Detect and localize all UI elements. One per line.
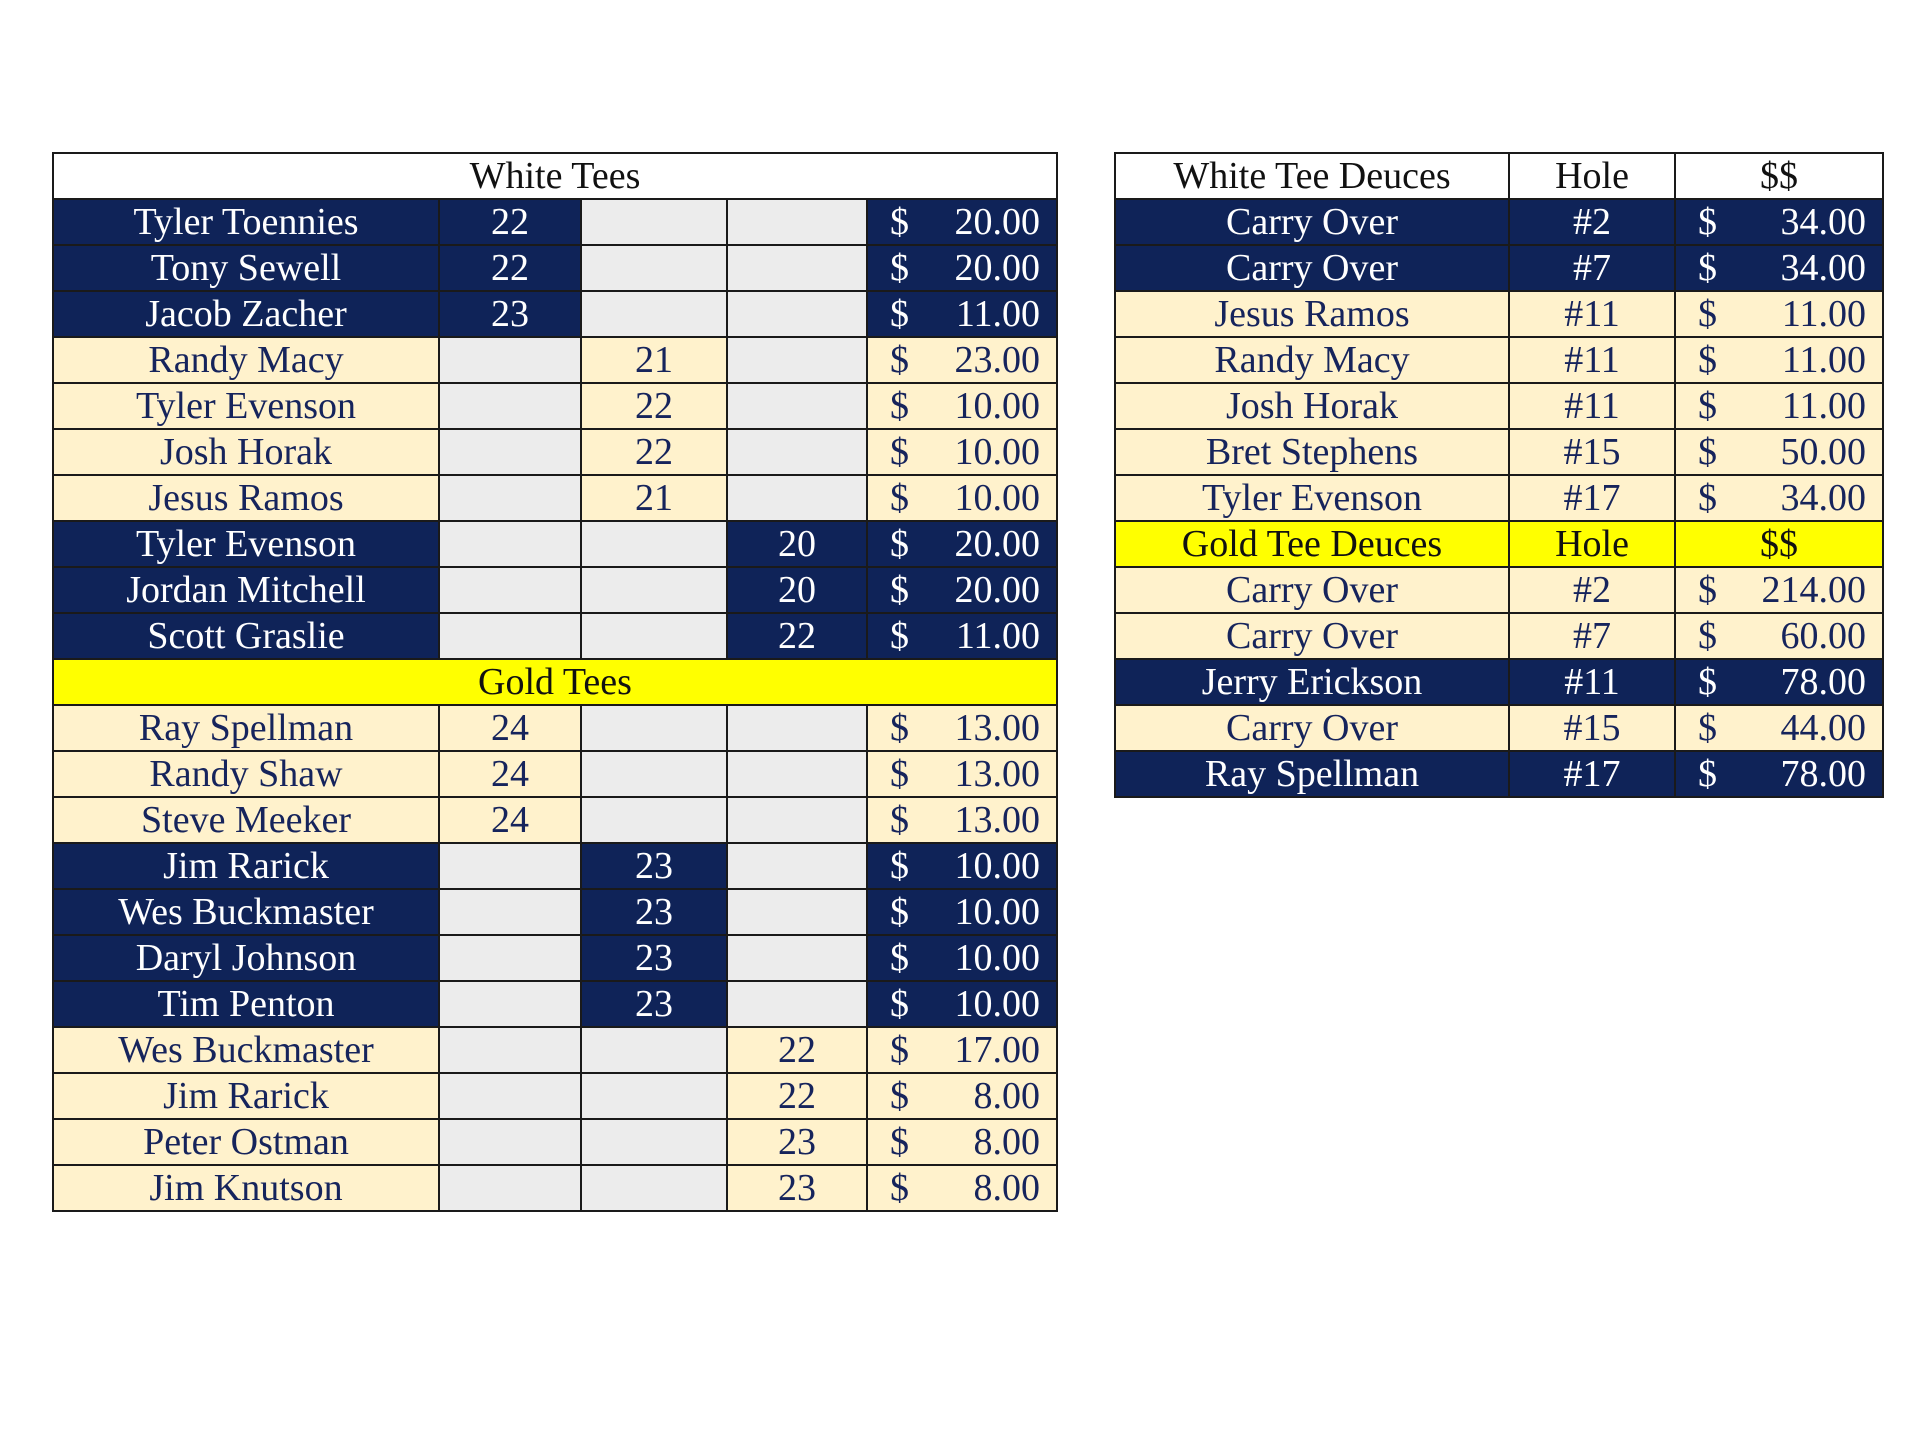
winner-name: Jerry Erickson: [1115, 659, 1509, 705]
amount-value: 10.00: [954, 477, 1041, 519]
score-cell: [439, 429, 581, 475]
score-cell: [727, 383, 867, 429]
score-cell: [581, 797, 727, 843]
white-tees-header: [53, 153, 1057, 199]
table-row: [53, 291, 1057, 337]
section-title: Gold Tees: [53, 659, 1057, 705]
dollar-sign: $: [890, 477, 909, 519]
table-row: [53, 521, 1057, 567]
dollar-sign: $: [1698, 615, 1717, 657]
table-row: [1115, 383, 1883, 429]
player-name: Steve Meeker: [53, 797, 439, 843]
score-cell: [439, 1165, 581, 1211]
amount-value: 17.00: [954, 1029, 1041, 1071]
score-cell: [581, 199, 727, 245]
hole-number: #11: [1509, 291, 1675, 337]
table-row: [1115, 245, 1883, 291]
score-cell: 23: [439, 291, 581, 337]
winner-name: Ray Spellman: [1115, 751, 1509, 797]
score-cell: [727, 245, 867, 291]
score-cell: 22: [581, 429, 727, 475]
amount-cell: [867, 475, 1057, 521]
table-row: [1115, 475, 1883, 521]
amount-cell: [1675, 383, 1883, 429]
amount-cell: [867, 705, 1057, 751]
amount-cell: [867, 337, 1057, 383]
dollar-sign: $: [890, 615, 909, 657]
amount-cell: [867, 429, 1057, 475]
score-cell: [727, 291, 867, 337]
dollar-sign: $: [890, 385, 909, 427]
player-name: Tyler Evenson: [53, 521, 439, 567]
amount-cell: [867, 797, 1057, 843]
hole-number: #2: [1509, 199, 1675, 245]
table-row: [1115, 199, 1883, 245]
amount-value: 50.00: [1780, 431, 1866, 473]
amount-cell: [867, 1119, 1057, 1165]
score-cell: 20: [727, 521, 867, 567]
dollar-sign: $: [890, 1121, 909, 1163]
amount-cell: [1675, 475, 1883, 521]
score-cell: 24: [439, 751, 581, 797]
winner-name: Randy Macy: [1115, 337, 1509, 383]
amount-value: 20.00: [954, 569, 1041, 611]
table-row: [53, 705, 1057, 751]
amount-cell: [867, 843, 1057, 889]
amount-cell: [1675, 705, 1883, 751]
score-cell: 21: [581, 475, 727, 521]
score-cell: [439, 843, 581, 889]
winner-name: Josh Horak: [1115, 383, 1509, 429]
amount-value: 10.00: [954, 431, 1041, 473]
player-name: Jim Rarick: [53, 843, 439, 889]
player-name: Josh Horak: [53, 429, 439, 475]
dollar-sign: $: [890, 1167, 909, 1209]
table-row: [53, 383, 1057, 429]
amount-cell: [867, 521, 1057, 567]
score-cell: [727, 843, 867, 889]
score-cell: 22: [727, 613, 867, 659]
score-cell: 23: [581, 843, 727, 889]
amount-cell: [867, 1027, 1057, 1073]
dollar-sign: $: [1698, 477, 1717, 519]
header-money: $$: [1675, 521, 1883, 567]
dollar-sign: $: [890, 1029, 909, 1071]
table-row: [53, 567, 1057, 613]
score-cell: [727, 751, 867, 797]
white-tee-deuces-header: [1115, 153, 1883, 199]
amount-value: 44.00: [1780, 707, 1866, 749]
table-row: [53, 797, 1057, 843]
score-cell: 22: [727, 1027, 867, 1073]
amount-value: 78.00: [1780, 753, 1866, 795]
table-row: [1115, 705, 1883, 751]
deuces-results-table: [1114, 152, 1884, 798]
score-cell: [439, 1073, 581, 1119]
score-cell: [439, 337, 581, 383]
winner-name: Carry Over: [1115, 613, 1509, 659]
score-cell: [439, 613, 581, 659]
table-row: [1115, 337, 1883, 383]
score-cell: [439, 889, 581, 935]
score-cell: 23: [581, 981, 727, 1027]
amount-value: 34.00: [1780, 247, 1866, 289]
amount-cell: [867, 291, 1057, 337]
amount-value: 10.00: [954, 891, 1041, 933]
winner-name: Carry Over: [1115, 705, 1509, 751]
amount-cell: [1675, 337, 1883, 383]
score-cell: 20: [727, 567, 867, 613]
hole-number: #15: [1509, 429, 1675, 475]
amount-cell: [1675, 613, 1883, 659]
table-row: [53, 1119, 1057, 1165]
score-cell: [727, 337, 867, 383]
score-cell: 23: [581, 889, 727, 935]
player-name: Peter Ostman: [53, 1119, 439, 1165]
player-name: Tyler Evenson: [53, 383, 439, 429]
score-cell: [439, 521, 581, 567]
table-row: [53, 429, 1057, 475]
score-cell: 23: [727, 1119, 867, 1165]
score-cell: [439, 1027, 581, 1073]
section-title: White Tees: [53, 153, 1057, 199]
score-cell: [727, 429, 867, 475]
table-row: [1115, 751, 1883, 797]
winner-name: Bret Stephens: [1115, 429, 1509, 475]
amount-value: 13.00: [954, 707, 1041, 749]
gold-tee-deuces-header: [1115, 521, 1883, 567]
dollar-sign: $: [1698, 339, 1717, 381]
amount-cell: [1675, 245, 1883, 291]
score-cell: 22: [439, 245, 581, 291]
table-row: [1115, 567, 1883, 613]
player-name: Tyler Toennies: [53, 199, 439, 245]
winner-name: Carry Over: [1115, 567, 1509, 613]
amount-value: 60.00: [1780, 615, 1866, 657]
score-cell: [727, 475, 867, 521]
score-cell: [581, 613, 727, 659]
dollar-sign: $: [1698, 661, 1717, 703]
amount-value: 34.00: [1780, 201, 1866, 243]
dollar-sign: $: [890, 339, 909, 381]
amount-cell: [867, 751, 1057, 797]
header-name: White Tee Deuces: [1115, 153, 1509, 199]
score-cell: [727, 981, 867, 1027]
amount-value: 10.00: [954, 385, 1041, 427]
score-cell: [581, 1119, 727, 1165]
score-cell: [581, 521, 727, 567]
dollar-sign: $: [1698, 247, 1717, 289]
dollar-sign: $: [890, 891, 909, 933]
gold-tees-header: [53, 659, 1057, 705]
dollar-sign: $: [1698, 569, 1717, 611]
score-cell: [581, 1165, 727, 1211]
amount-cell: [867, 981, 1057, 1027]
amount-cell: [867, 613, 1057, 659]
amount-cell: [1675, 567, 1883, 613]
amount-value: 20.00: [954, 523, 1041, 565]
score-cell: 24: [439, 705, 581, 751]
score-cell: [439, 981, 581, 1027]
dollar-sign: $: [890, 753, 909, 795]
dollar-sign: $: [890, 293, 909, 335]
player-name: Wes Buckmaster: [53, 889, 439, 935]
dollar-sign: $: [1698, 753, 1717, 795]
amount-cell: [1675, 659, 1883, 705]
amount-cell: [867, 1165, 1057, 1211]
tees-results-table: [52, 152, 1058, 1212]
table-row: [53, 199, 1057, 245]
amount-value: 10.00: [954, 845, 1041, 887]
dollar-sign: $: [890, 569, 909, 611]
table-row: [1115, 429, 1883, 475]
table-row: [1115, 659, 1883, 705]
score-cell: [581, 1073, 727, 1119]
score-cell: 21: [581, 337, 727, 383]
player-name: Jim Rarick: [53, 1073, 439, 1119]
amount-value: 20.00: [954, 247, 1041, 289]
amount-cell: [1675, 199, 1883, 245]
dollar-sign: $: [890, 523, 909, 565]
score-cell: [727, 935, 867, 981]
header-money: $$: [1675, 153, 1883, 199]
header-hole: Hole: [1509, 521, 1675, 567]
dollar-sign: $: [1698, 201, 1717, 243]
amount-cell: [867, 935, 1057, 981]
player-name: Randy Macy: [53, 337, 439, 383]
score-cell: [581, 705, 727, 751]
table-row: [53, 245, 1057, 291]
player-name: Scott Graslie: [53, 613, 439, 659]
hole-number: #7: [1509, 613, 1675, 659]
table-row: [53, 751, 1057, 797]
player-name: Jordan Mitchell: [53, 567, 439, 613]
player-name: Tony Sewell: [53, 245, 439, 291]
amount-value: 8.00: [973, 1167, 1041, 1209]
amount-value: 11.00: [1781, 385, 1866, 427]
amount-value: 8.00: [973, 1075, 1041, 1117]
hole-number: #11: [1509, 659, 1675, 705]
dollar-sign: $: [890, 431, 909, 473]
dollar-sign: $: [1698, 707, 1717, 749]
score-cell: [727, 199, 867, 245]
score-cell: 22: [727, 1073, 867, 1119]
winner-name: Tyler Evenson: [1115, 475, 1509, 521]
amount-cell: [867, 245, 1057, 291]
score-cell: 22: [439, 199, 581, 245]
amount-value: 34.00: [1780, 477, 1866, 519]
amount-value: 8.00: [973, 1121, 1041, 1163]
hole-number: #17: [1509, 751, 1675, 797]
hole-number: #2: [1509, 567, 1675, 613]
hole-number: #11: [1509, 383, 1675, 429]
amount-cell: [1675, 429, 1883, 475]
score-cell: 23: [727, 1165, 867, 1211]
dollar-sign: $: [890, 707, 909, 749]
amount-cell: [867, 199, 1057, 245]
amount-cell: [867, 383, 1057, 429]
player-name: Wes Buckmaster: [53, 1027, 439, 1073]
dollar-sign: $: [890, 201, 909, 243]
score-cell: [581, 291, 727, 337]
amount-value: 214.00: [1761, 569, 1866, 611]
player-name: Jacob Zacher: [53, 291, 439, 337]
player-name: Jim Knutson: [53, 1165, 439, 1211]
score-cell: [727, 705, 867, 751]
amount-value: 78.00: [1780, 661, 1866, 703]
amount-value: 11.00: [1781, 293, 1866, 335]
amount-cell: [1675, 291, 1883, 337]
table-row: [1115, 613, 1883, 659]
table-row: [53, 1027, 1057, 1073]
hole-number: #7: [1509, 245, 1675, 291]
amount-value: 11.00: [955, 293, 1041, 335]
score-cell: [581, 751, 727, 797]
hole-number: #17: [1509, 475, 1675, 521]
score-cell: [581, 1027, 727, 1073]
amount-value: 20.00: [954, 201, 1041, 243]
winner-name: Carry Over: [1115, 199, 1509, 245]
amount-value: 11.00: [1781, 339, 1866, 381]
amount-value: 13.00: [954, 799, 1041, 841]
score-cell: [581, 245, 727, 291]
amount-value: 23.00: [954, 339, 1041, 381]
table-row: [53, 889, 1057, 935]
table-row: [53, 935, 1057, 981]
winner-name: Jesus Ramos: [1115, 291, 1509, 337]
dollar-sign: $: [890, 983, 909, 1025]
header-name: Gold Tee Deuces: [1115, 521, 1509, 567]
amount-value: 10.00: [954, 983, 1041, 1025]
amount-value: 11.00: [955, 615, 1041, 657]
table-row: [53, 981, 1057, 1027]
table-row: [1115, 291, 1883, 337]
table-row: [53, 613, 1057, 659]
amount-cell: [867, 1073, 1057, 1119]
amount-cell: [867, 567, 1057, 613]
dollar-sign: $: [890, 845, 909, 887]
amount-cell: [867, 889, 1057, 935]
score-cell: [439, 935, 581, 981]
table-row: [53, 337, 1057, 383]
score-cell: 22: [581, 383, 727, 429]
dollar-sign: $: [890, 1075, 909, 1117]
score-cell: [439, 475, 581, 521]
score-cell: [439, 1119, 581, 1165]
dollar-sign: $: [890, 247, 909, 289]
dollar-sign: $: [1698, 431, 1717, 473]
player-name: Randy Shaw: [53, 751, 439, 797]
score-cell: [439, 567, 581, 613]
score-cell: [727, 797, 867, 843]
player-name: Jesus Ramos: [53, 475, 439, 521]
dollar-sign: $: [1698, 293, 1717, 335]
winner-name: Carry Over: [1115, 245, 1509, 291]
score-cell: [581, 567, 727, 613]
amount-cell: [1675, 751, 1883, 797]
score-cell: 23: [581, 935, 727, 981]
table-row: [53, 843, 1057, 889]
table-row: [53, 1073, 1057, 1119]
hole-number: #15: [1509, 705, 1675, 751]
player-name: Ray Spellman: [53, 705, 439, 751]
amount-value: 13.00: [954, 753, 1041, 795]
score-cell: [727, 889, 867, 935]
table-row: [53, 475, 1057, 521]
dollar-sign: $: [890, 937, 909, 979]
score-cell: 24: [439, 797, 581, 843]
dollar-sign: $: [890, 799, 909, 841]
hole-number: #11: [1509, 337, 1675, 383]
score-cell: [439, 383, 581, 429]
player-name: Tim Penton: [53, 981, 439, 1027]
amount-value: 10.00: [954, 937, 1041, 979]
dollar-sign: $: [1698, 385, 1717, 427]
table-row: [53, 1165, 1057, 1211]
header-hole: Hole: [1509, 153, 1675, 199]
player-name: Daryl Johnson: [53, 935, 439, 981]
